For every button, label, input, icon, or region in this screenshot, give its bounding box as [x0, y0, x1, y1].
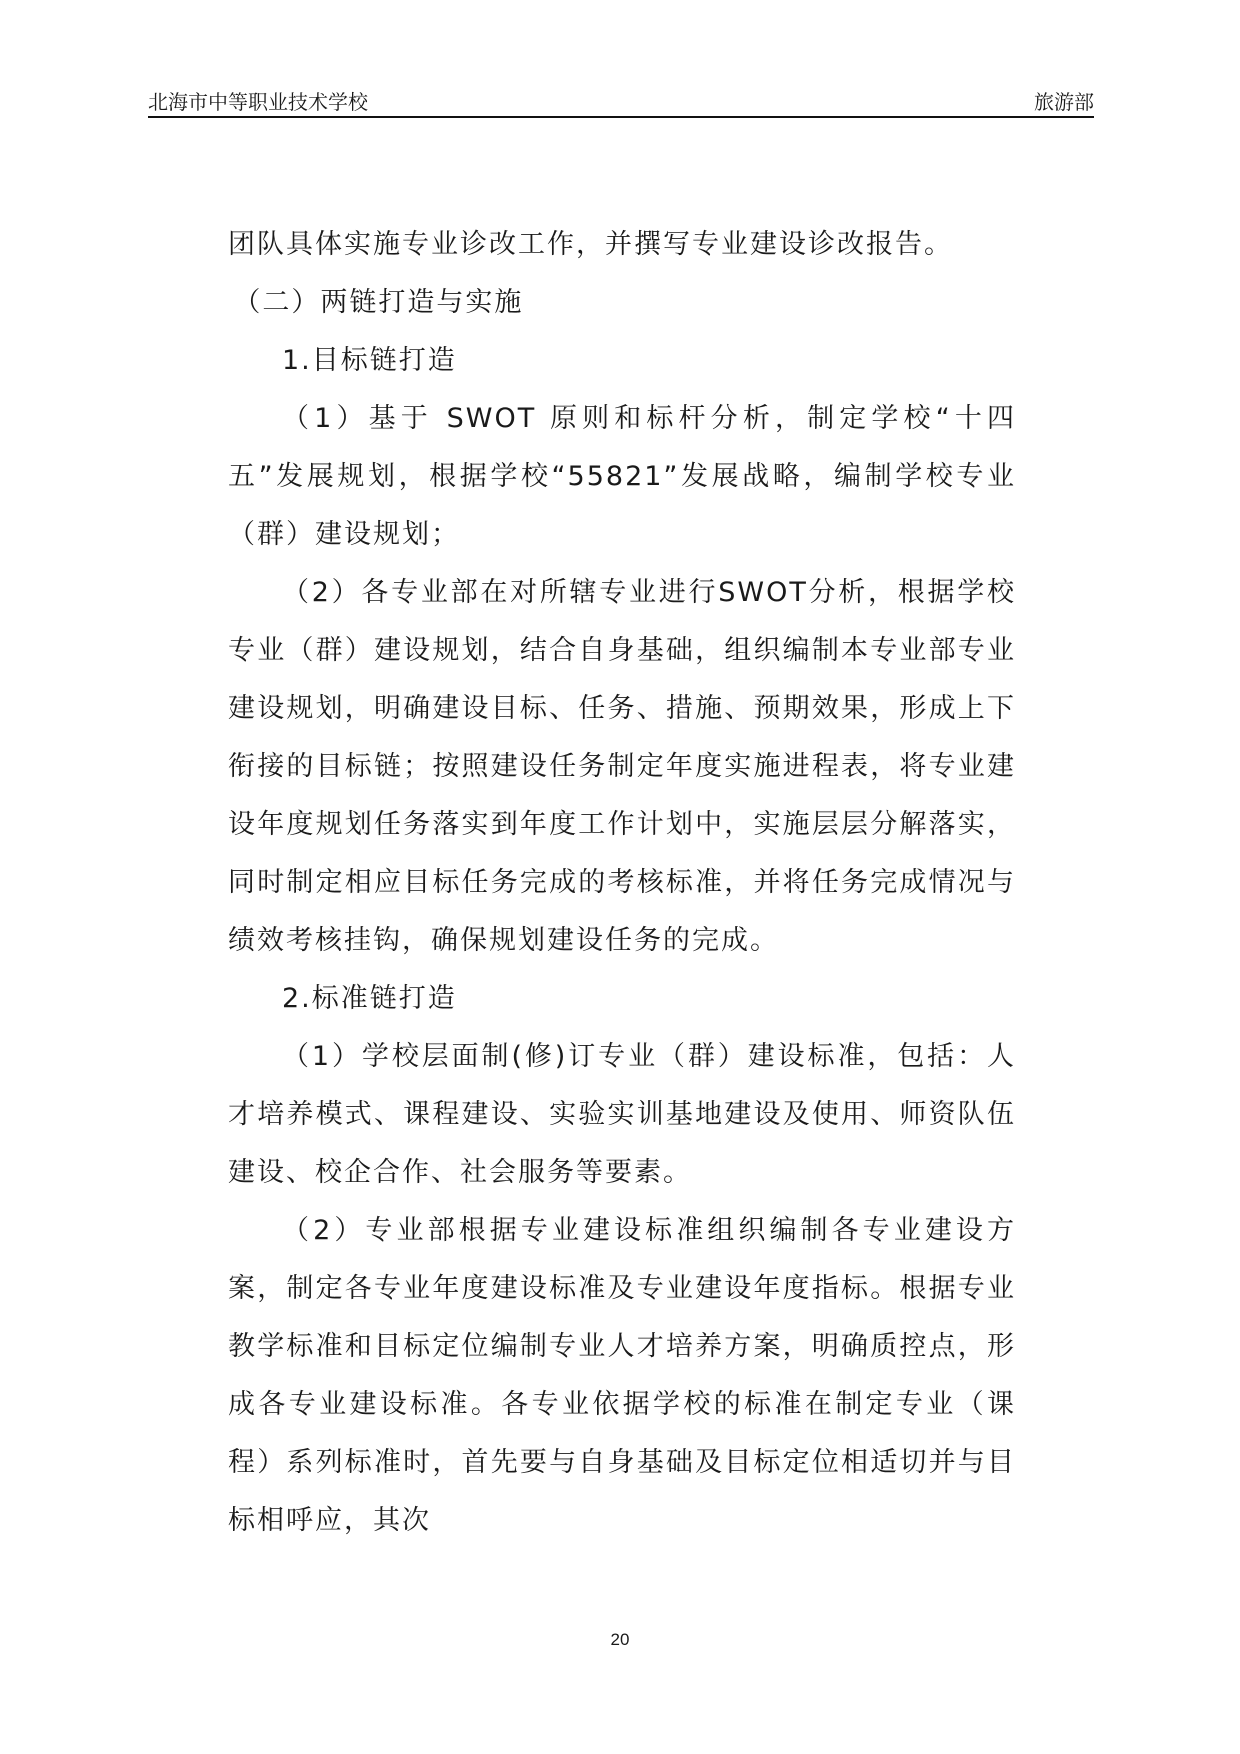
paragraph-continuation: 团队具体实施专业诊改工作，并撰写专业建设诊改报告。 [228, 229, 953, 260]
subsection-heading-standard-chain: 2.标准链打造 [282, 983, 457, 1014]
subsection-heading-target-chain: 1.目标链打造 [282, 345, 457, 376]
paragraph-item-2: （2）各专业部在对所辖专业进行SWOT分析，根据学校专业（群）建设规划，结合自身基础，组织编制本专业部专业建设规划，明确建设目标、任务、措施、预期效果，形成上下衔接的目标链；按照建设任务制定年度实施进程表，将专业建设年度规划任务落实到年度工作计划中，实施层层分解落实，同时制定相应目标任务完成的考核标准，并将任务完成情况与绩效考核挂钩，确保规划建设任务的完成。 [228, 577, 1016, 956]
section-heading: （二）两链打造与实施 [233, 287, 524, 318]
paragraph-item-3: （1）学校层面制(修)订专业（群）建设标准，包括：人才培养模式、课程建设、实验实训基地建设及使用、师资队伍建设、校企合作、社会服务等要素。 [228, 1041, 1016, 1188]
paragraph-item-1: （1）基于 SWOT 原则和标杆分析，制定学校“十四五”发展规划，根据学校“55821”发展战略，编制学校专业（群）建设规划； [228, 403, 1016, 550]
document-body [228, 216, 1016, 1550]
paragraph-item-4: （2）专业部根据专业建设标准组织编制各专业建设方案，制定各专业年度建设标准及专业建设年度指标。根据专业教学标准和目标定位编制专业人才培养方案，明确质控点，形成各专业建设标准。各专业依据学校的标准在制定专业（课程）系列标准时，首先要与自身基础及目标定位相适切并与目标相呼应，其次 [228, 1215, 1016, 1536]
page-header [148, 84, 1094, 118]
header-school-name: 北海市中等职业技术学校 [148, 90, 368, 114]
header-department: 旅游部 [1034, 90, 1094, 114]
page-number: 20 [610, 1630, 630, 1649]
